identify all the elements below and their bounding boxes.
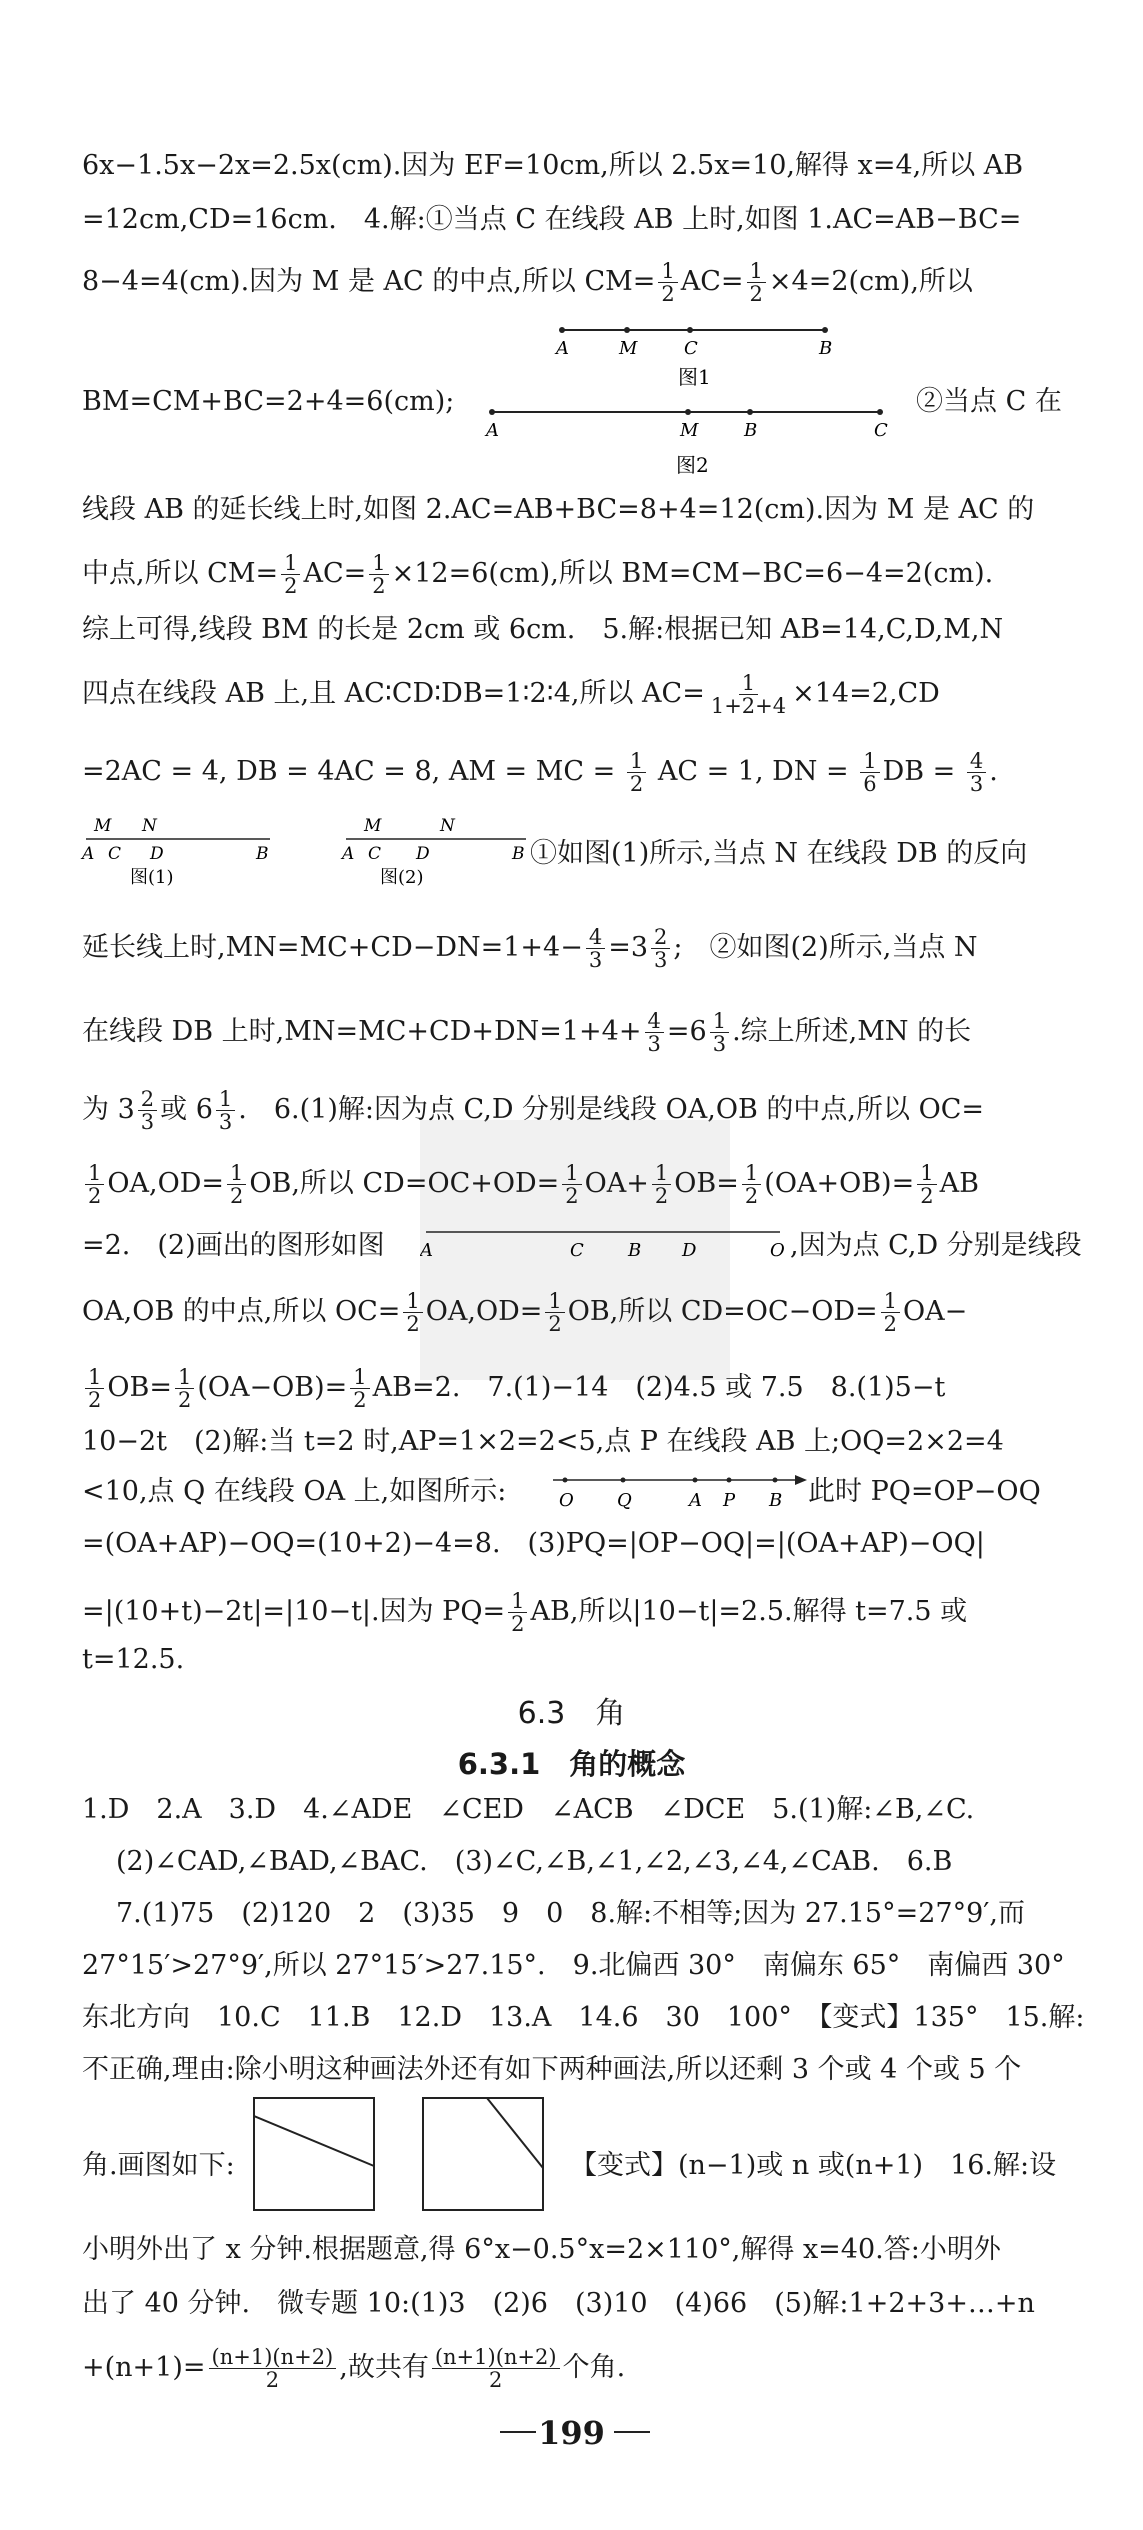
fraction: $\frac{1}{2}$ <box>652 1162 671 1207</box>
fraction: $\frac{1}{2}$ <box>917 1162 936 1207</box>
figure-caption: 图2 <box>676 453 709 477</box>
text-line-29b <box>570 2152 1056 2179</box>
text: ,因为点 C,D 分别是线段 <box>790 1230 1082 1261</box>
text: 此时 PQ=OP−OQ <box>808 1476 1041 1507</box>
fraction: $\frac{1}{2}$ <box>281 552 300 597</box>
text-line-8 <box>82 672 1079 717</box>
text: AC= <box>303 558 367 590</box>
text: 个角. <box>562 2352 626 2384</box>
fraction: $\frac{1}{2}$ <box>545 1290 564 1335</box>
figure-q5-b <box>340 815 540 895</box>
text-line-11 <box>82 926 1079 971</box>
text-line-4b <box>916 388 1062 415</box>
text: ×4=2(cm),所以 <box>768 266 973 298</box>
figure-1 <box>540 318 840 390</box>
point-label: B <box>628 1240 642 1261</box>
point-label: O <box>559 1490 574 1511</box>
text: =12cm,CD=16cm. 4.解:①当点 C 在线段 AB 上时,如图 1.AC=AB−BC= <box>82 204 1022 235</box>
fraction: $\frac{2}{3}$ <box>651 926 670 971</box>
text: 6x−1.5x−2x=2.5x(cm).因为 EF=10cm,所以 2.5x=10,解得 x=4,所以 AB <box>82 150 1024 181</box>
text: 不正确,理由:除小明这种画法外还有如下两种画法,所以还剩 3 个或 4 个或 5 个 <box>82 2054 1022 2085</box>
fraction: $\frac{1}{2}$ <box>562 1162 581 1207</box>
fraction: $\frac{1}{2}$ <box>508 1590 527 1635</box>
text-line-17 <box>82 1366 1079 1411</box>
fraction: $\frac{1}{2}$ <box>369 552 388 597</box>
text-line-19b <box>808 1478 1041 1505</box>
text: ,故共有 <box>339 2352 429 2384</box>
text: OB,所以 CD=OC+OD= <box>249 1168 560 1200</box>
text: 小明外出了 x 分钟.根据题意,得 6°x−0.5°x=2×110°,解得 x=40.答:小明外 <box>82 2234 1001 2265</box>
text: 延长线上时,MN=MC+CD−DN=1+4− <box>82 932 583 964</box>
page-number: 199 <box>538 2414 605 2452</box>
figure-caption: 图1 <box>678 365 711 389</box>
fraction: $\frac{1}{2}$ <box>85 1366 104 1411</box>
text: AB,所以|10−t|=2.5.解得 t=7.5 或 <box>530 1596 968 1628</box>
text: 【变式】(n−1)或 n 或(n+1) 16.解:设 <box>570 2150 1057 2181</box>
figure-2 <box>480 400 900 480</box>
text: =3 <box>608 932 649 964</box>
fraction: $\frac{1}{2}$ <box>175 1366 194 1411</box>
point-label: M <box>364 816 382 836</box>
text: BM=CM+BC=2+4=6(cm); <box>82 386 455 417</box>
text: OA,OD= <box>107 1168 224 1200</box>
text-line-18 <box>82 1428 1079 1455</box>
figure-q8 <box>545 1466 810 1516</box>
fraction: $\frac{1}{6}$ <box>860 750 879 795</box>
text: 出了 40 分钟. 微专题 10:(1)3 (2)6 (3)10 (4)66 (5)解:1+2+3+…+n <box>82 2288 1035 2319</box>
subsection-heading: 6.3.1 角的概念 <box>457 1747 686 1781</box>
figure-caption: 图(2) <box>380 867 424 888</box>
point-label: A <box>486 420 499 441</box>
text: OB= <box>674 1168 739 1200</box>
text-line-20 <box>82 1530 1079 1557</box>
text: 1.D 2.A 3.D 4.∠ADE ∠CED ∠ACB ∠DCE 5.(1)解:∠B,∠C. <box>82 1794 975 1825</box>
figure-caption: 图(1) <box>130 867 174 888</box>
text: ②当点 C 在 <box>916 386 1062 417</box>
point-label: M <box>680 420 699 441</box>
figure-q15-a <box>252 2096 377 2213</box>
point-label: M <box>619 338 638 359</box>
text-line-27 <box>82 2002 1085 2033</box>
text: ①如图(1)所示,当点 N 在线段 DB 的反向 <box>530 838 1028 869</box>
point-label: A <box>556 338 569 359</box>
text-line-22 <box>82 1646 1079 1673</box>
fraction: $\frac{1}{2}$ <box>747 260 766 305</box>
text-line-12 <box>82 1010 1079 1055</box>
fraction: $\frac{1}{2}$ <box>350 1366 369 1411</box>
point-label: N <box>142 816 157 836</box>
text: . 6.(1)解:因为点 C,D 分别是线段 OA,OB 的中点,所以 OC= <box>238 1094 984 1126</box>
text-line-3 <box>82 260 1079 305</box>
fraction: $\frac{1}{2}$ <box>627 750 646 795</box>
point-label: D <box>416 844 430 864</box>
point-label: B <box>256 844 269 864</box>
text: 27°15′>27°9′,所以 27°15′>27.15°. 9.北偏西 30° 南偏东 65° 南偏西 30° <box>82 1950 1065 1981</box>
fraction: $\frac{1}{3}$ <box>710 1010 729 1055</box>
point-label: N <box>440 816 455 836</box>
point-label: A <box>689 1490 702 1511</box>
text: OA,OD= <box>425 1296 543 1328</box>
text: OA+ <box>584 1168 649 1200</box>
text: <10,点 Q 在线段 OA 上,如图所示: <box>82 1476 507 1507</box>
page-number-rule-right <box>610 2430 650 2434</box>
text: +(n+1)= <box>82 2352 206 2384</box>
text-line-9: =2AC = 4, DB = 4AC = 8, AM = MC = $\frac{1}{2}$ AC = 1, DN = $\frac{1}{6}$ DB = $\frac{4}{3}$ . <box>82 749 998 797</box>
text: 线段 AB 的延长线上时,如图 2.AC=AB+BC=8+4=12(cm).因为 M 是 AC 的 <box>82 494 1035 525</box>
text-line-30 <box>82 2236 1079 2263</box>
text: 7.(1)75 (2)120 2 (3)35 9 0 8.解:不相等;因为 27.15°=27°9′,而 <box>116 1898 1025 1929</box>
text-line-4a <box>82 388 454 415</box>
fraction: $\frac{1}{3}$ <box>216 1088 235 1133</box>
text: AC = 1, DN = <box>657 756 849 788</box>
text-line-29a <box>82 2152 235 2179</box>
fraction: $\frac{1}{2}$ <box>742 1162 761 1207</box>
text-line-15b <box>790 1232 1082 1259</box>
section-heading: 6.3 角 <box>517 1696 626 1731</box>
text: ; ②如图(2)所示,当点 N <box>673 932 978 964</box>
fraction: $\frac{1}{2}$ <box>227 1162 246 1207</box>
point-label: A <box>420 1240 433 1261</box>
text: AC= <box>680 266 744 298</box>
text-line-25 <box>116 1900 1079 1927</box>
point-label: C <box>874 420 888 441</box>
text: =2AC = 4, DB = 4AC = 8, AM = MC = <box>82 756 616 788</box>
fraction: $\frac{4}{3}$ <box>645 1010 664 1055</box>
text-line-28 <box>82 2056 1079 2083</box>
text: (OA−OB)= <box>197 1372 348 1404</box>
text: =6 <box>666 1016 707 1048</box>
text-line-16 <box>82 1290 1079 1335</box>
point-label: A <box>342 844 355 864</box>
text: .综上所述,MN 的长 <box>732 1016 972 1048</box>
point-label: D <box>150 844 164 864</box>
point-label: B <box>744 420 758 441</box>
text: 10−2t (2)解:当 t=2 时,AP=1×2=2<5,点 P 在线段 AB 上;OQ=2×2=4 <box>82 1426 1004 1457</box>
point-label: B <box>769 1490 783 1511</box>
text-line-5 <box>82 496 1079 523</box>
fraction: $\frac{1}{2}$ <box>403 1290 422 1335</box>
figure-q5-a <box>80 815 280 895</box>
text: ×14=2,CD <box>792 678 940 710</box>
text-line-15a <box>82 1232 385 1259</box>
text: 8−4=4(cm).因为 M 是 AC 的中点,所以 CM= <box>82 266 656 298</box>
text: (2)∠CAD,∠BAD,∠BAC. (3)∠C,∠B,∠1,∠2,∠3,∠4,∠CAB. 6.B <box>116 1846 953 1877</box>
text-line-23 <box>82 1796 1079 1823</box>
text: 综上可得,线段 BM 的长是 2cm 或 6cm. 5.解:根据已知 AB=14,C,D,M,N <box>82 614 1004 645</box>
text: 中点,所以 CM= <box>82 558 279 590</box>
figure-q15-b <box>421 2096 546 2213</box>
text-line-21 <box>82 1590 1079 1635</box>
text-line-10 <box>530 840 1027 867</box>
fraction: $\frac{1}{2}$ <box>881 1290 900 1335</box>
text: t=12.5. <box>82 1644 185 1675</box>
text: 或 6 <box>160 1094 213 1126</box>
point-label: C <box>684 338 698 359</box>
text: =2. (2)画出的图形如图 <box>82 1230 385 1261</box>
text: OA,OB 的中点,所以 OC= <box>82 1296 401 1328</box>
fraction: $\frac{1}{1+2+4}$ <box>710 671 787 719</box>
text: AB <box>939 1168 979 1200</box>
text: ×12=6(cm),所以 BM=CM−BC=6−4=2(cm). <box>391 558 994 590</box>
point-label: O <box>770 1240 785 1261</box>
fraction: $\frac{1}{2}$ <box>658 260 677 305</box>
text: =|(10+t)−2t|=|10−t|.因为 PQ= <box>82 1596 506 1628</box>
point-label: P <box>723 1490 736 1511</box>
text: AB=2. 7.(1)−14 (2)4.5 或 7.5 8.(1)5−t <box>372 1372 946 1404</box>
point-label: C <box>108 844 122 864</box>
text: OB,所以 CD=OC−OD= <box>567 1296 878 1328</box>
point-label: C <box>368 844 382 864</box>
fraction: $\frac{4}{3}$ <box>967 750 986 795</box>
text-line-24 <box>116 1848 1079 1875</box>
text-line-32 <box>82 2346 1079 2391</box>
point-label: C <box>570 1240 584 1261</box>
text: =(OA+AP)−OQ=(10+2)−4=8. (3)PQ=|OP−OQ|=|(OA+AP)−OQ| <box>82 1528 985 1559</box>
text-line-26 <box>82 1952 1079 1979</box>
point-label: B <box>512 844 525 864</box>
text: 东北方向 10.C 11.B 12.D 13.A 14.6 30 100° 【变式】135° 15.解: <box>82 2002 1085 2033</box>
figure-q6 <box>420 1222 800 1264</box>
fraction: $\frac{2}{3}$ <box>138 1088 157 1133</box>
text: 四点在线段 AB 上,且 AC∶CD∶DB=1∶2∶4,所以 AC= <box>82 678 705 710</box>
point-label: A <box>82 844 95 864</box>
fraction: $\frac{(n+1)(n+2)}{2}$ <box>209 2346 337 2391</box>
text-line-31 <box>82 2290 1079 2317</box>
text-line-1 <box>82 152 1079 179</box>
text: OB= <box>107 1372 172 1404</box>
point-label: Q <box>617 1490 632 1511</box>
text: 在线段 DB 上时,MN=MC+CD+DN=1+4+ <box>82 1016 642 1048</box>
text: DB = <box>882 756 956 788</box>
text-line-19a <box>82 1478 506 1505</box>
text: OA− <box>903 1296 968 1328</box>
fraction: $\frac{(n+1)(n+2)}{2}$ <box>432 2346 560 2391</box>
text: 为 3 <box>82 1094 135 1126</box>
point-label: D <box>682 1240 697 1261</box>
text: (OA+OB)= <box>764 1168 915 1200</box>
text-line-6 <box>82 552 1079 597</box>
fraction: $\frac{1}{2}$ <box>85 1162 104 1207</box>
fraction: $\frac{4}{3}$ <box>586 926 605 971</box>
point-label: B <box>819 338 833 359</box>
point-label: M <box>94 816 112 836</box>
text: 角.画图如下: <box>82 2150 235 2181</box>
text-line-7 <box>82 616 1079 643</box>
text-line-14 <box>82 1162 1079 1207</box>
text-line-2 <box>82 206 1079 233</box>
